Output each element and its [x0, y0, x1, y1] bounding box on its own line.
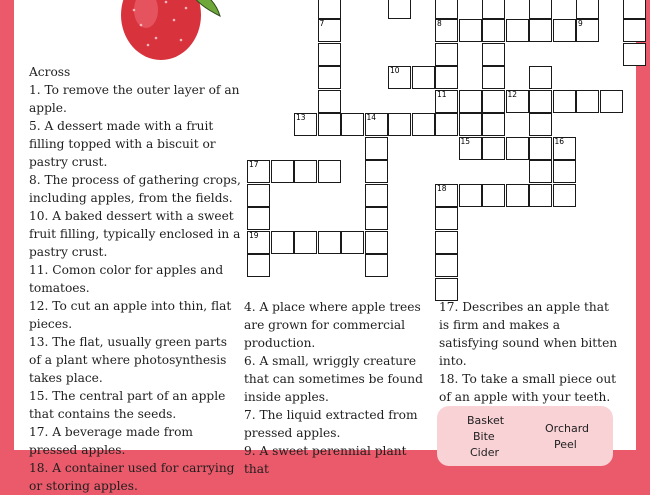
clue-number: 19 — [249, 230, 259, 240]
worksheet-page — [14, 0, 636, 493]
clue: 8. The process of gathering crops, including apples, from the fields. — [29, 173, 241, 205]
crossword-cell[interactable] — [435, 207, 458, 230]
apple-illustration — [86, 0, 236, 60]
word-bank-word: Cider — [470, 446, 500, 459]
clue: 5. A dessert made with a fruit filling topped with a biscuit or pastry crust. — [29, 119, 216, 169]
crossword-cell[interactable] — [365, 137, 388, 160]
crossword-cell[interactable] — [294, 231, 317, 254]
crossword-cell[interactable] — [318, 66, 341, 89]
clue-number: 16 — [554, 136, 565, 146]
clue-number: 17 — [249, 160, 259, 169]
crossword-cell[interactable] — [529, 184, 552, 207]
crossword-cell[interactable] — [247, 184, 270, 207]
crossword-cell[interactable] — [459, 113, 482, 136]
clue-number: 15 — [460, 136, 471, 146]
crossword-cell[interactable] — [318, 113, 341, 136]
clue: 18. A container used for carrying or storing apples. — [29, 461, 235, 493]
clues-across — [29, 63, 241, 495]
crossword-cell[interactable] — [435, 254, 458, 277]
crossword-cell[interactable] — [482, 43, 505, 66]
crossword-cell[interactable] — [482, 137, 505, 160]
crossword-cell[interactable] — [318, 43, 341, 66]
clue: 6. A small, wriggly creature that can sometimes be found inside apples. — [244, 354, 423, 404]
crossword-cell[interactable] — [482, 184, 505, 207]
crossword-cell[interactable] — [553, 184, 576, 207]
crossword-cell[interactable] — [318, 0, 341, 19]
clues-down-continued — [439, 298, 619, 406]
crossword-cell[interactable] — [365, 254, 388, 277]
clue-number: 11 — [437, 89, 447, 99]
crossword-cell[interactable] — [623, 43, 646, 66]
crossword-cell[interactable] — [271, 231, 294, 254]
crossword-cell[interactable] — [318, 160, 341, 183]
clue: 17. A beverage made from pressed apples. — [29, 425, 193, 457]
crossword-cell[interactable] — [412, 113, 435, 136]
crossword-cell[interactable] — [388, 0, 411, 19]
clue-number: 18 — [437, 183, 447, 193]
crossword-cell[interactable] — [506, 137, 529, 160]
crossword-cell[interactable] — [435, 113, 458, 136]
crossword-cell[interactable] — [435, 278, 458, 301]
clue: 10. A baked dessert with a sweet fruit filling, typically enclosed in a pastry crust. — [29, 209, 241, 259]
crossword-cell[interactable] — [576, 0, 599, 19]
crossword-cell[interactable] — [341, 231, 364, 254]
clue: 11. Comon color for apples and tomatoes. — [29, 263, 224, 295]
word-bank-word: Orchard — [545, 422, 590, 435]
crossword-cell[interactable] — [435, 0, 458, 19]
crossword-cell[interactable] — [247, 207, 270, 230]
crossword-cell[interactable] — [482, 19, 505, 42]
crossword-cell[interactable] — [271, 160, 294, 183]
clue: 13. The flat, usually green parts of a plant where photosynthesis takes place. — [29, 335, 227, 385]
clue-number: 14 — [366, 113, 377, 122]
crossword-cell[interactable] — [318, 90, 341, 113]
crossword-cell[interactable] — [435, 231, 458, 254]
crossword-cell[interactable] — [459, 90, 482, 113]
crossword-cell[interactable] — [341, 113, 364, 136]
crossword-cell[interactable] — [482, 90, 505, 113]
crossword-cell[interactable] — [482, 66, 505, 89]
clue: 7. The liquid extracted from pressed apples. — [244, 408, 418, 440]
crossword-cell[interactable] — [365, 207, 388, 230]
crossword-cell[interactable] — [365, 160, 388, 183]
clue: 4. A place where apple trees are grown for commercial production. — [244, 300, 421, 350]
crossword-cell[interactable] — [365, 184, 388, 207]
crossword-cell[interactable] — [529, 0, 552, 19]
crossword-cell[interactable] — [459, 19, 482, 42]
crossword-cell[interactable] — [435, 43, 458, 66]
crossword-cell[interactable] — [529, 137, 552, 160]
clue-number: 13 — [296, 113, 306, 122]
clue: 1. To remove the outer layer of an apple. — [29, 83, 240, 115]
crossword-cell[interactable] — [459, 184, 482, 207]
crossword-cell[interactable] — [294, 160, 317, 183]
clue: 18. To take a small piece out of an apple with your teeth. — [439, 372, 617, 404]
crossword-cell[interactable] — [553, 19, 576, 42]
crossword-cell[interactable] — [506, 184, 529, 207]
crossword-cell[interactable] — [553, 90, 576, 113]
clue: 15. The central part of an apple that contains the seeds. — [29, 389, 226, 421]
crossword-cell[interactable] — [318, 231, 341, 254]
clue-number: 12 — [507, 89, 518, 99]
crossword-cell[interactable] — [365, 231, 388, 254]
crossword-cell[interactable] — [435, 66, 458, 89]
crossword-cell[interactable] — [482, 113, 505, 136]
crossword-cell[interactable] — [506, 19, 529, 42]
crossword-cell[interactable] — [529, 19, 552, 42]
clues-down — [244, 298, 424, 478]
crossword-cell[interactable] — [529, 160, 552, 183]
clue-number: 8 — [437, 19, 442, 28]
across-heading: Across — [29, 65, 71, 79]
clue-number: 7 — [319, 19, 325, 28]
crossword-cell[interactable] — [529, 66, 552, 89]
clue-number: 10 — [390, 66, 400, 75]
crossword-cell[interactable] — [623, 19, 646, 42]
clue-number: 9 — [578, 19, 583, 28]
crossword-cell[interactable] — [412, 66, 435, 89]
word-bank-word: Basket — [467, 414, 505, 427]
clue: 17. Describes an apple that is firm and makes a satisfying sound when bitten into. — [439, 300, 618, 368]
crossword-cell[interactable] — [529, 90, 552, 113]
crossword-cell[interactable] — [623, 0, 646, 19]
word-bank — [437, 406, 613, 466]
crossword-cell[interactable] — [247, 254, 270, 277]
crossword-cell[interactable] — [553, 160, 576, 183]
crossword-cell[interactable] — [600, 90, 623, 113]
clue: 12. To cut an apple into thin, flat pieces. — [29, 299, 232, 331]
word-bank-word: Peel — [554, 438, 577, 451]
crossword-cell[interactable] — [529, 113, 552, 136]
crossword-cell[interactable] — [576, 90, 599, 113]
word-bank-word: Bite — [473, 430, 495, 443]
clue: 9. A sweet perennial plant that — [244, 444, 407, 476]
crossword-cell[interactable] — [388, 113, 411, 136]
crossword-cell[interactable] — [482, 0, 505, 19]
